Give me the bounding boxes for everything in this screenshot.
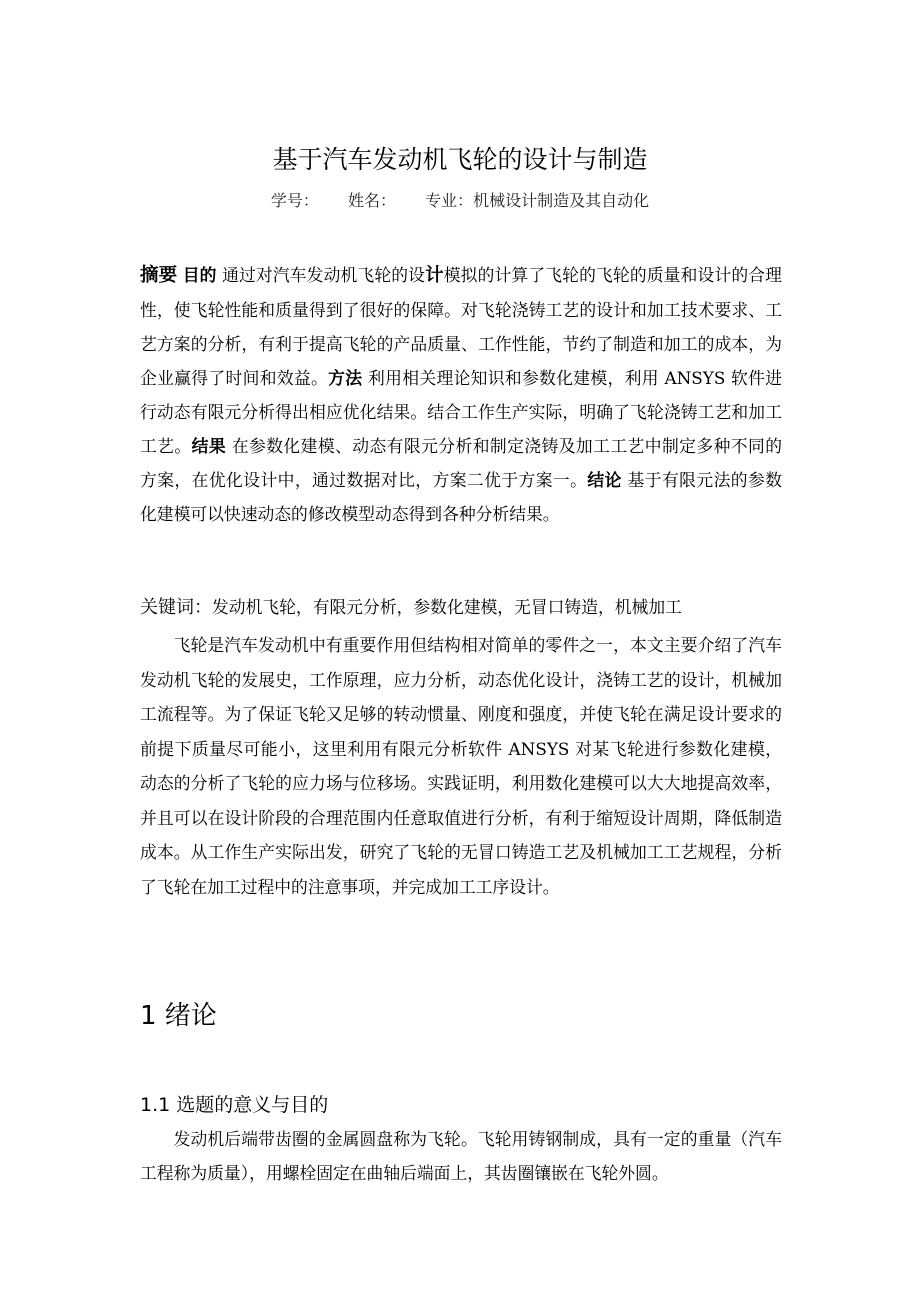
section-1-1-paragraph: 发动机后端带齿圈的金属圆盘称为飞轮。飞轮用铸钢制成，具有一定的重量（汽车工程称为质量），用螺栓固定在曲轴后端面上，其齿圈镶嵌在飞轮外圆。 — [140, 1129, 782, 1183]
keywords — [140, 590, 782, 625]
result-label: 结果 — [191, 436, 227, 456]
abstract — [140, 258, 782, 531]
keywords-text: 发动机飞轮，有限元分析，参数化建模，无冒口铸造，机械加工 — [212, 597, 682, 617]
purpose-text-bold: 计 — [425, 265, 444, 286]
section-1-1-heading: 1.1 选题的意义与目的 — [140, 1094, 329, 1116]
result-text: 在参数化建模、动态有限元分析和制定浇铸及加工工艺中制定多种不同的方案，在优化设计中，通过数据对比，方案二优于方案一。 — [140, 436, 782, 490]
major-label: 专业：机械设计制造及其自动化 — [425, 191, 650, 210]
method-text: 利用相关理论知识和参数化建模，利用 ANSYS 软件进行动态有限元分析得出相应优化结果。结合工作生产实际，明确了飞轮浇铸工艺和加工工艺。 — [140, 368, 782, 456]
purpose-label: 目的 — [182, 265, 217, 285]
paper-title: 基于汽车发动机飞轮的设计与制造 — [272, 145, 648, 174]
method-label: 方法 — [328, 368, 363, 388]
conclusion-text: 基于有限元法的参数化建模可以快速动态的修改模型动态得到各种分析结果。 — [140, 470, 782, 524]
name-label: 姓名： — [347, 191, 396, 210]
author-info — [0, 188, 920, 211]
abstract-label: 摘要 — [140, 265, 178, 286]
section-1-heading: 1 绪论 — [140, 1001, 217, 1031]
conclusion-label: 结论 — [587, 470, 622, 490]
purpose-text-b: 模拟的计算了飞轮的飞轮的质量和设计的合理性，使飞轮性能和质量得到了很好的保障。对飞轮浇铸工艺的设计和加工技术要求、工艺方案的分析，有利于提高飞轮的产品质量、工作性能，节约了制造和加工的成本，为企业赢得了时间和效益。 — [140, 265, 782, 388]
keywords-label: 关键词： — [140, 597, 212, 618]
student-id-label: 学号： — [270, 191, 319, 210]
purpose-text-a: 通过对汽车发动机飞轮的设 — [222, 265, 426, 285]
intro-paragraph: 飞轮是汽车发动机中有重要作用但结构相对简单的零件之一，本文主要介绍了汽车发动机飞轮的发展史，工作原理，应力分析，动态优化设计，浇铸工艺的设计，机械加工流程等。为了保证飞轮又足够的转动惯量、刚度和强度，并使飞轮在满足设计要求的前提下质量尽可能小，这里利用有限元分析软件 ANSYS 对某飞轮进行参数化建模，动态的分析了飞轮的应力场与位移场。实践证明，利用数化建模可以大大地提高效率，并且可以在设计阶段的合理范围内任意取值进行分析，有利于缩短设计周期，降低制造成本。从工作生产实际出发，研究了飞轮的无冒口铸造工艺及机械加工工艺规程，分析了飞轮在加工过程中的注意事项，并完成加工工序设计。 — [140, 635, 782, 897]
